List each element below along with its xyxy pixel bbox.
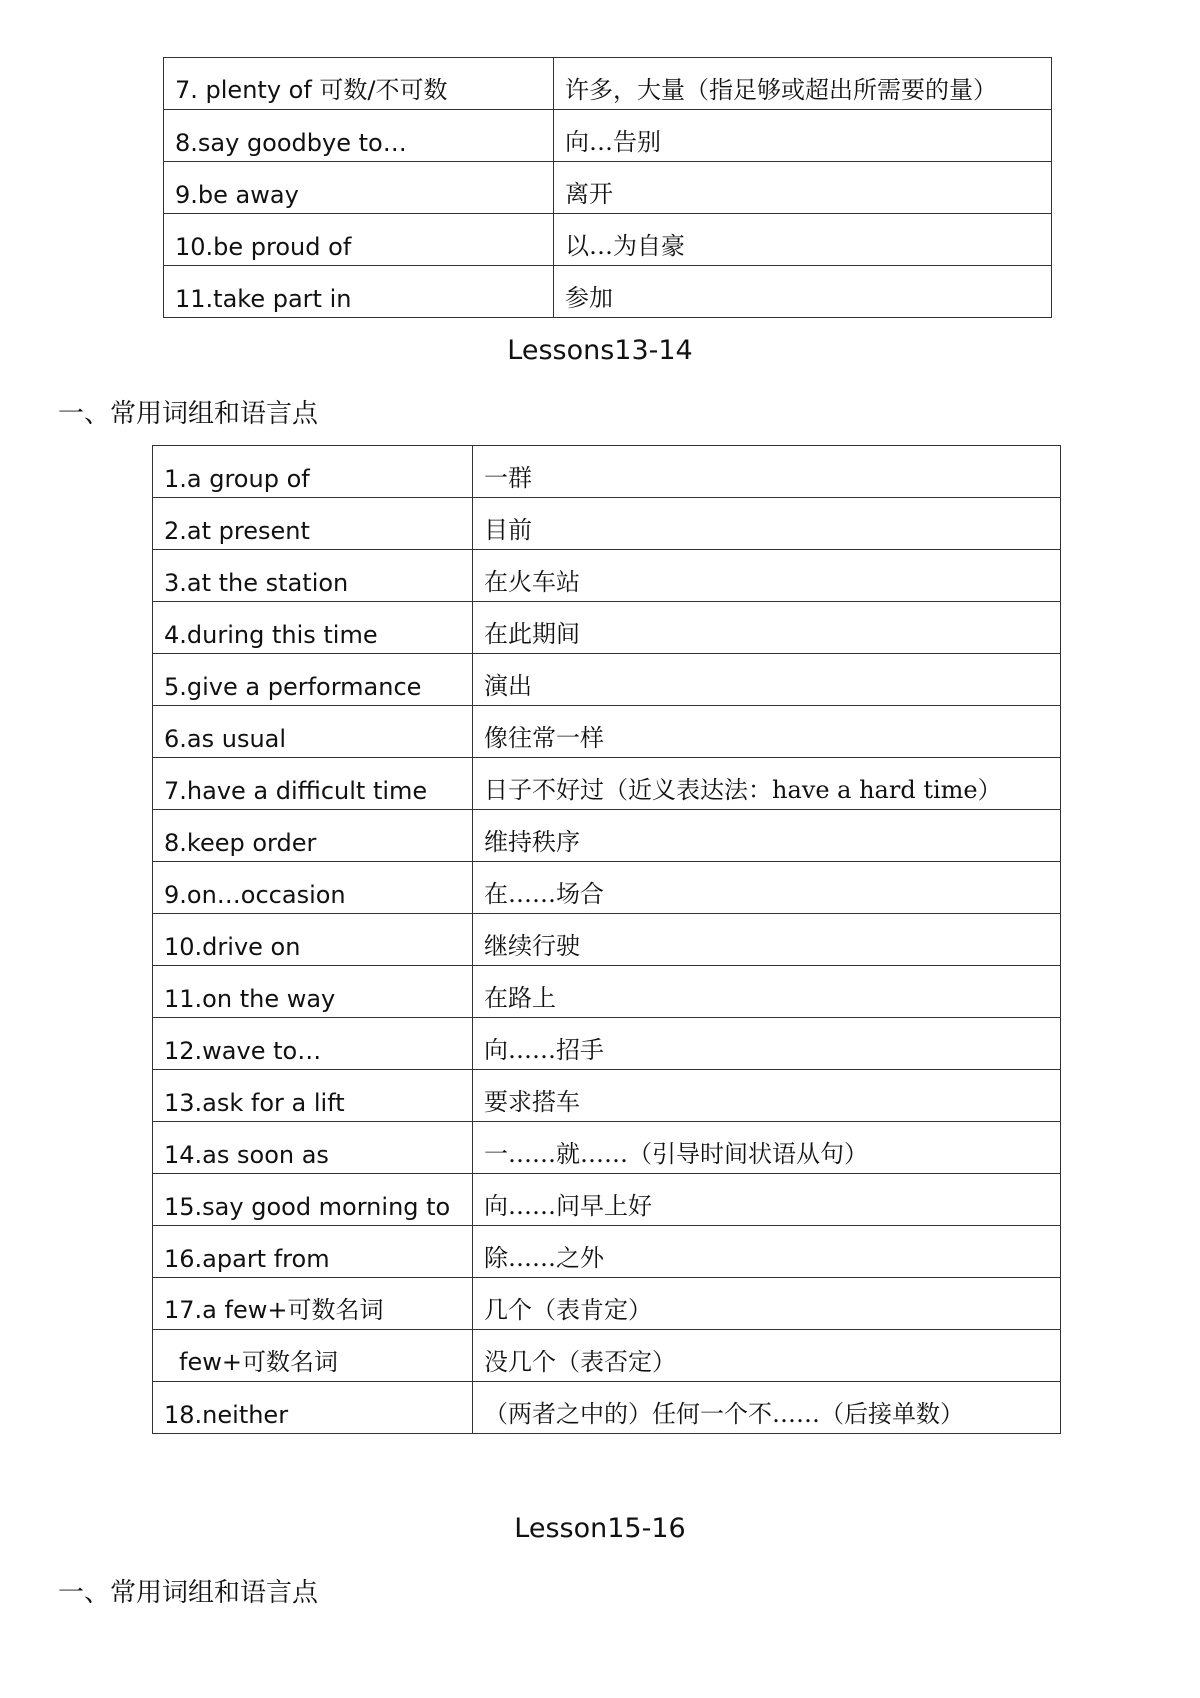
meaning-cell: 继续行驶 bbox=[473, 914, 1061, 966]
phrase-cell: 10.drive on bbox=[153, 914, 473, 966]
meaning-cell: 一群 bbox=[473, 446, 1061, 498]
meaning-cell: 一……就……（引导时间状语从句） bbox=[473, 1122, 1061, 1174]
phrase-cell: 17.a few+可数名词 bbox=[153, 1278, 473, 1330]
phrase-cell: 3.at the station bbox=[153, 550, 473, 602]
phrase-cell: 9.on…occasion bbox=[153, 862, 473, 914]
phrase-cell: 15.say good morning to bbox=[153, 1174, 473, 1226]
meaning-cell: 向……问早上好 bbox=[473, 1174, 1061, 1226]
phrase-cell: few+可数名词 bbox=[153, 1330, 473, 1382]
meaning-cell: 在火车站 bbox=[473, 550, 1061, 602]
meaning-cell: 向……招手 bbox=[473, 1018, 1061, 1070]
phrase-cell: 9.be away bbox=[164, 162, 554, 214]
table-row bbox=[153, 914, 1061, 966]
vocab-table-continued bbox=[163, 57, 1052, 318]
section-heading-phrases: 一、常用词组和语言点 bbox=[58, 399, 319, 429]
table-row bbox=[153, 966, 1061, 1018]
meaning-cell: 在路上 bbox=[473, 966, 1061, 1018]
table-row bbox=[153, 1174, 1061, 1226]
meaning-cell: 离开 bbox=[554, 162, 1052, 214]
meaning-cell: 像往常一样 bbox=[473, 706, 1061, 758]
meaning-cell: 演出 bbox=[473, 654, 1061, 706]
meaning-cell: 目前 bbox=[473, 498, 1061, 550]
phrase-cell: 11.on the way bbox=[153, 966, 473, 1018]
phrase-cell: 18.neither bbox=[153, 1382, 473, 1434]
phrase-cell: 16.apart from bbox=[153, 1226, 473, 1278]
phrase-cell: 6.as usual bbox=[153, 706, 473, 758]
meaning-cell: 向…告别 bbox=[554, 110, 1052, 162]
phrase-cell: 7.have a difficult time bbox=[153, 758, 473, 810]
phrase-cell: 11.take part in bbox=[164, 266, 554, 318]
table-row bbox=[164, 266, 1052, 318]
table-row bbox=[153, 810, 1061, 862]
table-row bbox=[153, 602, 1061, 654]
phrase-cell: 13.ask for a lift bbox=[153, 1070, 473, 1122]
meaning-cell: 在此期间 bbox=[473, 602, 1061, 654]
meaning-cell: 在……场合 bbox=[473, 862, 1061, 914]
phrase-cell: 2.at present bbox=[153, 498, 473, 550]
table-row bbox=[153, 550, 1061, 602]
table-row bbox=[164, 58, 1052, 110]
meaning-cell: 许多，大量（指足够或超出所需要的量） bbox=[554, 58, 1052, 110]
phrase-cell: 4.during this time bbox=[153, 602, 473, 654]
meaning-cell: 参加 bbox=[554, 266, 1052, 318]
table-row bbox=[153, 1278, 1061, 1330]
phrase-cell: 8.say goodbye to… bbox=[164, 110, 554, 162]
table-row bbox=[153, 706, 1061, 758]
phrase-cell: 1.a group of bbox=[153, 446, 473, 498]
phrase-cell: 14.as soon as bbox=[153, 1122, 473, 1174]
table-row bbox=[153, 1382, 1061, 1434]
table-row bbox=[153, 862, 1061, 914]
section-heading-phrases-15-16: 一、常用词组和语言点 bbox=[58, 1578, 319, 1608]
meaning-cell: 以…为自豪 bbox=[554, 214, 1052, 266]
table-row bbox=[153, 1018, 1061, 1070]
table-row bbox=[164, 162, 1052, 214]
meaning-cell: 几个（表肯定） bbox=[473, 1278, 1061, 1330]
table-row bbox=[153, 1226, 1061, 1278]
meaning-cell: 除……之外 bbox=[473, 1226, 1061, 1278]
table-row bbox=[153, 1122, 1061, 1174]
meaning-cell: 要求搭车 bbox=[473, 1070, 1061, 1122]
phrase-cell: 8.keep order bbox=[153, 810, 473, 862]
table-row bbox=[153, 1070, 1061, 1122]
meaning-cell: 没几个（表否定） bbox=[473, 1330, 1061, 1382]
table-row bbox=[164, 110, 1052, 162]
lesson-title-15-16: Lesson15-16 bbox=[514, 1513, 686, 1544]
table-row bbox=[153, 1330, 1061, 1382]
lesson-title-13-14: Lessons13-14 bbox=[507, 335, 693, 366]
meaning-cell: 维持秩序 bbox=[473, 810, 1061, 862]
phrase-cell: 5.give a performance bbox=[153, 654, 473, 706]
table-row bbox=[164, 214, 1052, 266]
phrase-cell: 10.be proud of bbox=[164, 214, 554, 266]
table-row bbox=[153, 446, 1061, 498]
table-row bbox=[153, 498, 1061, 550]
vocab-table-lessons-13-14 bbox=[152, 445, 1061, 1434]
phrase-cell: 7. plenty of 可数/不可数 bbox=[164, 58, 554, 110]
table-row bbox=[153, 654, 1061, 706]
meaning-cell: 日子不好过（近义表达法：have a hard time） bbox=[473, 758, 1061, 810]
table-row bbox=[153, 758, 1061, 810]
phrase-cell: 12.wave to… bbox=[153, 1018, 473, 1070]
meaning-cell: （两者之中的）任何一个不……（后接单数） bbox=[473, 1382, 1061, 1434]
